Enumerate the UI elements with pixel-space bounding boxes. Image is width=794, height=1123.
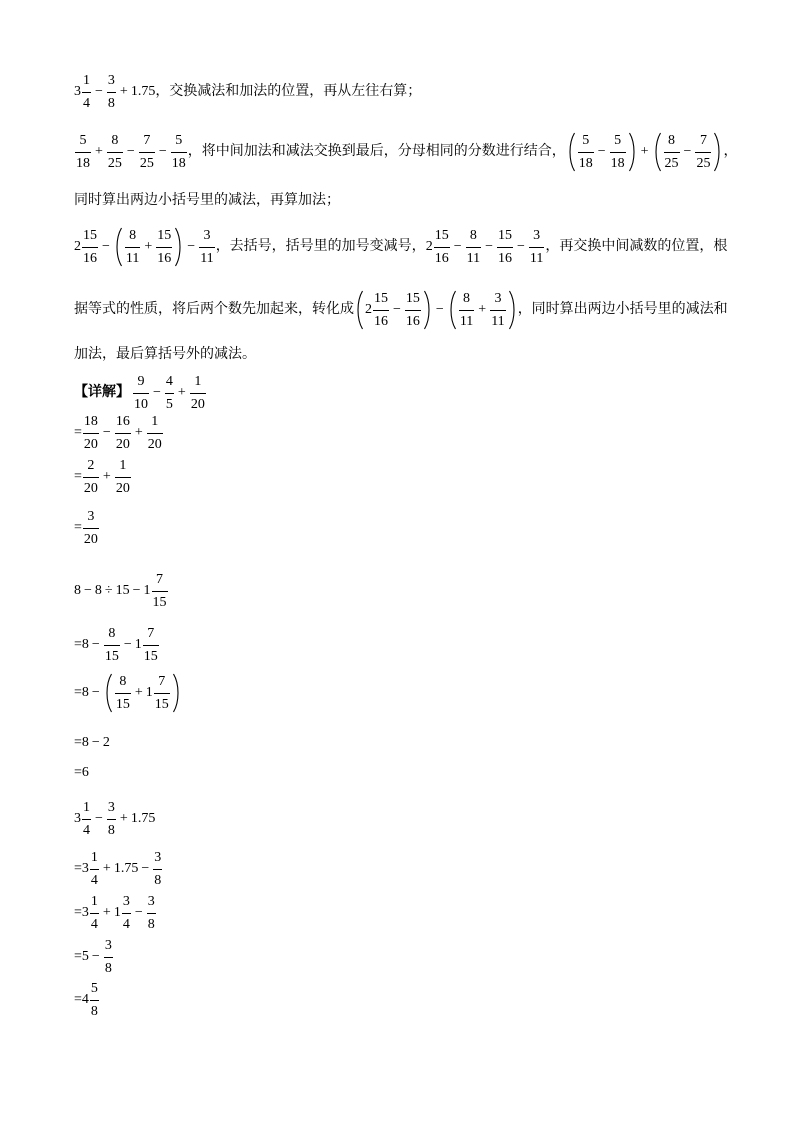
numerator: 8 [125,227,140,248]
whole-number: 1 [113,905,121,920]
equals-number: =3 [74,905,89,920]
explanation-text: ， [723,144,738,159]
fraction [83,457,99,498]
numerator: 8 [107,132,123,153]
analysis-line-2 [74,130,737,174]
solution-line-3 [74,455,132,499]
minus-operator: − [102,425,111,440]
divide-operator: ÷ [104,583,113,598]
number: 8 [74,583,81,598]
denominator: 25 [696,155,711,171]
plus-operator: + [102,905,111,920]
right-paren [172,673,181,713]
fraction [154,673,170,714]
whole-number: 2 [425,239,433,254]
numerator: 8 [104,625,120,646]
fraction [107,799,116,840]
plus-operator: + [102,469,111,484]
explanation-text: ，交换减法和加法的位置，再从左往右算； [155,84,422,99]
solution-line-1 [74,371,207,415]
left-paren [104,673,113,713]
fraction [139,132,155,173]
denominator: 11 [125,250,140,266]
fraction [104,625,120,666]
numerator: 7 [152,571,168,592]
numerator: 1 [190,373,206,394]
fraction [82,227,98,268]
minus-operator: − [102,239,110,254]
minus-operator: − [153,385,161,400]
denominator: 18 [76,155,90,171]
solution-line-10 [74,797,155,841]
left-paren [567,132,576,172]
plus-operator: + [134,685,143,700]
denominator: 15 [104,648,119,664]
minus-operator: − [91,949,100,964]
equals-number: =4 [74,992,89,1007]
fraction [466,227,481,268]
equals-sign: = [74,425,82,440]
equals-sign: = [74,520,82,535]
denominator: 16 [374,313,388,329]
plus-operator: + [177,385,186,400]
denominator: 4 [90,916,98,932]
fraction [143,625,159,666]
explanation-text: ，同时算出两边小括号里的减法和 [517,302,728,317]
fraction [664,132,680,173]
fraction [405,290,421,331]
numerator: 8 [459,290,474,311]
equals-number: =8 [74,637,89,652]
plus-operator: + [119,84,128,99]
denominator: 11 [200,250,214,266]
numerator: 1 [147,413,163,434]
numerator: 3 [147,893,156,914]
denominator: 20 [83,531,98,547]
right-paren [628,132,637,172]
numerator: 9 [133,373,149,394]
numerator: 15 [156,227,172,248]
minus-operator: − [123,637,132,652]
denominator: 18 [610,155,625,171]
denominator: 8 [107,95,115,111]
minus-operator: − [95,811,103,826]
denominator: 18 [578,155,593,171]
plus-operator: + [478,302,487,317]
number: 2 [102,735,110,750]
fraction [115,413,131,454]
fraction [107,132,123,173]
minus-operator: − [158,144,167,159]
minus-operator: − [516,239,525,254]
decimal-number: 1.75 [130,84,156,99]
denominator: 20 [83,436,98,452]
denominator: 11 [491,313,505,329]
solution-line-7 [74,671,182,715]
left-paren [114,227,123,267]
denominator: 4 [83,95,90,111]
numerator: 3 [529,227,544,248]
fraction [199,227,214,268]
denominator: 5 [165,396,173,412]
numerator: 7 [695,132,711,153]
denominator: 8 [90,1003,98,1019]
fraction [133,373,149,414]
denominator: 8 [147,916,155,932]
denominator: 15 [143,648,158,664]
numerator: 7 [139,132,155,153]
denominator: 25 [139,155,154,171]
fraction [156,227,172,268]
denominator: 8 [104,960,112,976]
fraction [578,132,594,173]
fraction [125,227,140,268]
denominator: 8 [154,872,162,888]
fraction [165,373,174,414]
whole-number: 2 [365,302,372,317]
fraction [104,937,113,978]
minus-operator: − [141,861,150,876]
denominator: 25 [107,155,122,171]
denominator: 4 [83,822,90,838]
denominator: 11 [529,250,544,266]
explanation-text: ，再交换中间减数的位置，根 [545,239,728,254]
fraction [171,132,187,173]
plus-operator: + [144,239,153,254]
fraction [83,413,99,454]
decimal-number: 1.75 [130,811,156,826]
minus-operator: − [485,239,493,254]
numerator: 15 [82,227,98,248]
numerator: 16 [115,413,131,434]
minus-operator: − [91,685,100,700]
solution-line-6 [74,623,160,667]
numerator: 1 [115,457,131,478]
numerator: 3 [104,937,113,958]
plus-operator: + [95,144,103,159]
numerator: 5 [610,132,626,153]
minus-operator: − [91,735,100,750]
equals-number: =3 [74,861,89,876]
fraction [434,227,450,268]
numerator: 8 [466,227,481,248]
number: 15 [115,583,130,598]
explanation-text: ，将中间加法和减法交换到最后，分母相同的分数进行结合， [187,144,566,159]
numerator: 3 [107,799,116,820]
plus-operator: + [102,861,111,876]
fraction [373,290,389,331]
numerator: 5 [578,132,594,153]
fraction [90,980,99,1021]
left-paren [448,290,457,330]
fraction [90,849,99,890]
denominator: 4 [90,872,98,888]
fraction [497,227,513,268]
fraction [147,893,156,934]
equals-sign: = [74,469,82,484]
fraction [82,72,91,113]
solution-line-5 [74,569,169,613]
numerator: 3 [83,508,99,529]
numerator: 1 [90,849,99,870]
minus-operator: − [126,144,135,159]
denominator: 20 [147,436,162,452]
denominator: 15 [152,594,167,610]
equals-number: =5 [74,949,89,964]
fraction [115,673,131,714]
whole-number: 3 [74,811,81,826]
minus-operator: − [683,144,692,159]
fraction [147,413,163,454]
fraction [122,893,131,934]
numerator: 3 [199,227,214,248]
whole-number: 1 [134,637,142,652]
right-paren [423,290,432,330]
denominator: 10 [134,396,148,412]
whole-number: 2 [74,239,81,254]
denominator: 16 [405,313,420,329]
minus-operator: − [95,84,103,99]
numerator: 15 [373,290,389,311]
minus-operator: − [435,302,444,317]
minus-operator: − [393,302,401,317]
equals-number: =8 [74,735,89,750]
number: 8 [94,583,102,598]
analysis-line-4 [74,225,727,269]
left-paren [653,132,662,172]
numerator: 3 [107,72,116,93]
explanation-text: 加法，最后算括号外的减法。 [74,347,256,362]
numerator: 5 [90,980,99,1001]
fraction [529,227,544,268]
numerator: 8 [664,132,680,153]
numerator: 2 [83,457,99,478]
numerator: 4 [165,373,174,394]
left-paren [355,290,364,330]
denominator: 4 [122,916,130,932]
denominator: 20 [115,480,130,496]
result: =6 [74,765,89,780]
fraction [83,508,99,549]
fraction [459,290,474,331]
numerator: 3 [490,290,505,311]
fraction [490,290,505,331]
explanation-text: ，去括号，括号里的加号变减号， [215,239,426,254]
minus-operator: − [134,905,143,920]
analysis-line-1 [74,70,421,114]
whole-number: 3 [74,84,81,99]
minus-operator: − [453,239,462,254]
right-paren [508,290,517,330]
solution-label: 【详解】 [74,385,130,400]
plus-operator: + [119,811,128,826]
denominator: 8 [107,822,115,838]
right-paren [174,227,183,267]
fraction [695,132,711,173]
numerator: 5 [75,132,91,153]
solution-line-4 [74,506,100,550]
numerator: 3 [153,849,162,870]
fraction [152,571,168,612]
numerator: 1 [82,799,91,820]
solution-line-2 [74,411,164,455]
plus-operator: + [134,425,143,440]
fraction [90,893,99,934]
minus-operator: − [91,637,100,652]
denominator: 11 [459,313,474,329]
denominator: 11 [466,250,481,266]
denominator: 15 [154,696,169,712]
solution-line-14 [74,978,100,1022]
denominator: 16 [83,250,97,266]
fraction [107,72,116,113]
decimal-number: 1.75 [113,861,139,876]
minus-operator: − [187,239,196,254]
analysis-line-3 [74,179,340,223]
right-paren [713,132,722,172]
solution-line-11 [74,847,163,891]
solution-line-12 [74,891,157,935]
minus-operator: − [597,144,606,159]
numerator: 15 [405,290,421,311]
fraction [610,132,626,173]
minus-operator: − [84,583,92,598]
solution-line-9 [74,751,89,795]
equals-number: =8 [74,685,89,700]
numerator: 18 [83,413,99,434]
numerator: 1 [82,72,91,93]
numerator: 7 [154,673,170,694]
denominator: 20 [190,396,205,412]
whole-number: 1 [143,583,151,598]
numerator: 3 [122,893,131,914]
denominator: 20 [83,480,98,496]
numerator: 15 [497,227,513,248]
numerator: 5 [171,132,187,153]
denominator: 25 [664,155,679,171]
whole-number: 1 [145,685,153,700]
fraction [115,457,131,498]
denominator: 15 [115,696,130,712]
analysis-line-5 [74,288,728,332]
numerator: 15 [434,227,450,248]
fraction [153,849,162,890]
denominator: 16 [497,250,512,266]
denominator: 16 [434,250,449,266]
fraction [75,132,91,173]
explanation-text: 据等式的性质，将后两个数先加起来，转化成 [74,302,354,317]
denominator: 18 [171,155,186,171]
denominator: 20 [115,436,130,452]
solution-line-13 [74,935,114,979]
fraction [190,373,206,414]
minus-operator: − [132,583,141,598]
fraction [82,799,91,840]
numerator: 7 [143,625,159,646]
explanation-text: 同时算出两边小括号里的减法，再算加法； [74,193,340,208]
denominator: 16 [157,250,172,266]
plus-operator: + [640,144,649,159]
numerator: 1 [90,893,99,914]
numerator: 8 [115,673,131,694]
